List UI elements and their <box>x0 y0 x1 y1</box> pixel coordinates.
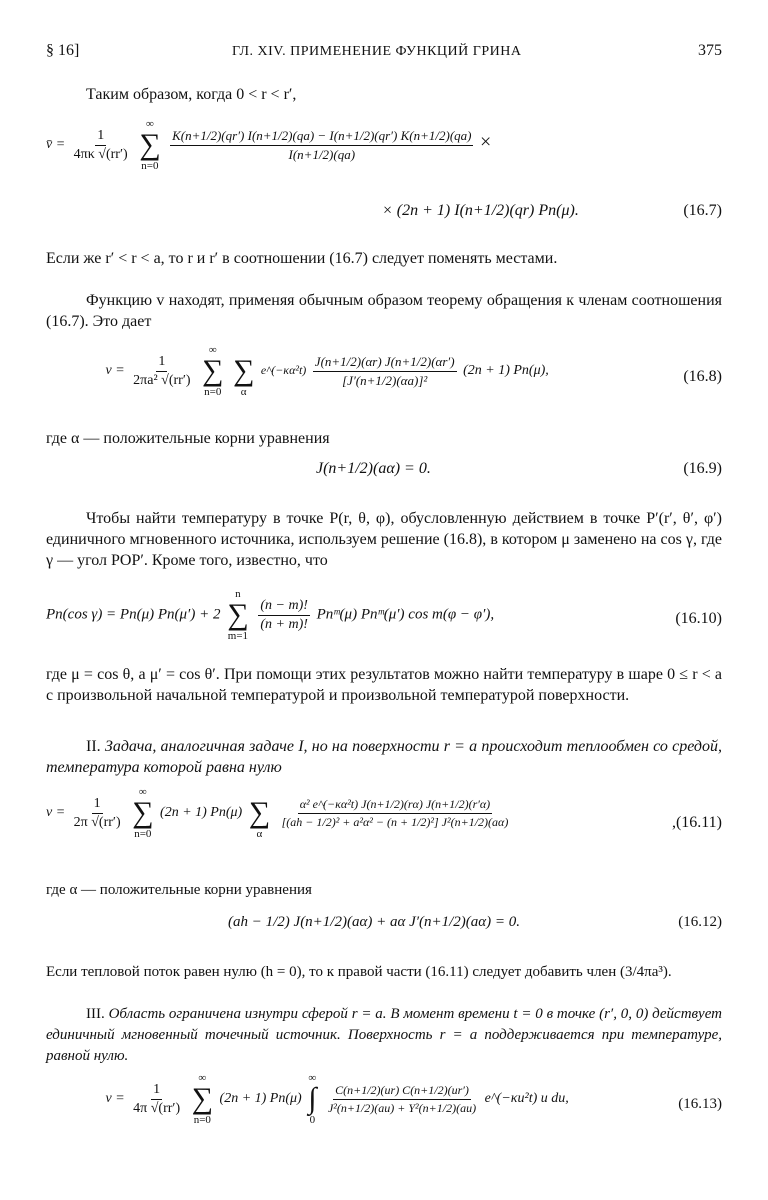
eq-16-11-mid: (2n + 1) Pn(μ) <box>160 805 243 821</box>
paragraph-roots-2: где α — положительные корни уравнения <box>46 882 312 898</box>
equation-16-8 <box>46 344 722 398</box>
eq-16-10-label: (16.10) <box>675 610 722 627</box>
eq-16-11-fraction: $\frac{\text{α² e\textasciicircum{}(−κα²t) J(n+1/2)(rα) J(n+1/2)(r′α)}}{\text{[(ah − 1/2)² + a²α² − (n + 1/2)²] J²(n+1/2)(aα)}}$ <box>281 796 509 829</box>
eq-16-9-expr: J(n+1/2)(aα) = 0. <box>316 460 431 477</box>
eq-16-13-sum: ∞ ∑ n=0 <box>191 1072 214 1126</box>
eq-16-7-lhs: v̄ = <box>46 137 66 153</box>
equation-16-7 <box>46 118 722 172</box>
problem-iii-text: Область ограничена изнутри сферой r = a. В момент времени t = 0 в точке (r′, 0, 0) действует единичный мгновенный точечный источник. Поверхность r = a поддерживается при температуре, равной нулю. <box>46 1006 722 1064</box>
eq-16-13-label: (16.13) <box>678 1096 722 1112</box>
chapter-title: ГЛ. XIV. ПРИМЕНЕНИЕ ФУНКЦИЙ ГРИНА <box>232 44 522 59</box>
equation-16-13 <box>46 1072 722 1126</box>
eq-16-10-lhs: Pn(cos γ) = Pn(μ) Pn(μ′) + 2 <box>46 606 221 623</box>
eq-16-12-expr: (ah − 1/2) J(n+1/2)(aα) + aα J′(n+1/2)(aα) = 0. <box>228 914 521 930</box>
eq-16-8-tail: (2n + 1) Pn(μ), <box>463 363 549 379</box>
eq-16-7-sum: ∞ ∑ n=0 <box>139 118 161 172</box>
paragraph-problem-ii <box>46 736 722 778</box>
eq-16-7-coef: $\frac{1}{4\pi\kappa √(rr')}$ <box>73 127 128 162</box>
eq-16-13-lhs: v = <box>105 1091 125 1107</box>
eq-16-13-coef: $\frac{1}{4\pi √(rr')}$ <box>133 1081 181 1116</box>
eq-16-11-lhs: v = <box>46 805 66 821</box>
eq-16-11-label: ,(16.11) <box>671 814 722 831</box>
eq-16-7-line2-expr: × (2n + 1) I(n+1/2)(qr) Pn(μ). <box>382 202 579 219</box>
eq-16-11-sum-n: ∞ ∑ n=0 <box>132 786 154 840</box>
eq-16-11-sum-alpha: ∑ α <box>248 796 271 840</box>
eq-16-10-sum: n ∑ m=1 <box>227 588 249 642</box>
eq-16-10-tail: Pnᵐ(μ) Pnᵐ(μ′) cos m(φ − φ′), <box>316 606 495 623</box>
eq-16-8-sum-alpha: ∑ α <box>232 354 255 398</box>
eq-16-7-times: × <box>479 131 492 154</box>
eq-16-13-integral: ∞ ∫ 0 <box>308 1072 317 1126</box>
paragraph-roots-1: где α — положительные корни уравнения <box>46 430 330 447</box>
eq-16-11-coef: $\frac{1}{2\pi √(rr')}$ <box>73 795 121 830</box>
eq-16-13-mid: (2n + 1) Pn(μ) <box>219 1091 302 1107</box>
eq-16-9-label: (16.9) <box>683 460 722 477</box>
roman-iii: III. <box>86 1006 105 1022</box>
paragraph-inversion: Функцию v находят, применяя обычным образом теорему обращения к членам соотношения (16.7). Это дает <box>46 292 722 330</box>
paragraph-sphere: где μ = cos θ, а μ′ = cos θ′. При помощи этих результатов можно найти температуру в шаре 0 ≤ r < a с произвольной начальной температурой и произвольной температурой поверхности. <box>46 666 722 704</box>
equation-16-11 <box>46 786 722 840</box>
eq-16-8-lhs: v = <box>105 363 125 379</box>
eq-16-8-fraction: $\frac{J(n+1/2)(\alpha r) J(n+1/2)(\alpha r')}{\text{[J′(n+1/2)(αa)]²}}$ <box>314 353 455 388</box>
paragraph-intro: Таким образом, когда 0 < r < r′, <box>86 86 297 103</box>
roman-ii: II. <box>86 738 101 755</box>
eq-16-8-exp: e^(−κα²t) <box>260 363 307 378</box>
paragraph-zero-flux: Если тепловой поток равен нулю (h = 0), то к правой части (16.11) следует добавить член (3/4πa³). <box>46 964 672 980</box>
eq-16-8-label: (16.8) <box>683 368 722 385</box>
eq-16-10-fraction: $\frac{(n - m)!}{(n + m)!}$ <box>260 597 308 632</box>
eq-16-8-coef: $\frac{1}{\text{2πa² √(rr′)}}$ <box>133 353 191 388</box>
equation-16-10 <box>46 588 722 642</box>
page-number: 375 <box>698 42 722 59</box>
eq-16-12-label: (16.12) <box>678 914 722 930</box>
eq-16-8-sum-n: ∞ ∑ n=0 <box>202 344 224 398</box>
eq-16-7-label: (16.7) <box>683 202 722 219</box>
problem-ii-text: Задача, аналогичная задаче I, но на поверхности r = a происходит теплообмен со средой, температура которой равна нулю <box>46 738 723 776</box>
paragraph-swap: Если же r′ < r < a, то r и r′ в соотношении (16.7) следует поменять местами. <box>46 250 558 267</box>
eq-16-7-fraction: $\frac{K(n+1/2)(qr') I(n+1/2)(qa) - I(n+1/2)(qr') K(n+1/2)(qa)}{I(n+1/2)(qa)}$ <box>172 127 472 162</box>
paragraph-temperature: Чтобы найти температуру в точке P(r, θ, φ), обусловленную действием в точке P′(r′, θ′, φ′) единичного мгновенного источника, используем решение (16.8), в котором μ заменено на cos γ, где γ — угол POP′. Кроме того, известно, что <box>46 510 722 569</box>
eq-16-13-fraction: $\frac{C(n+1/2)(ur) C(n+1/2)(ur')}{\text{J²(n+1/2)(au) + Y²(n+1/2)(au)}}$ <box>327 1082 477 1115</box>
section-number: § 16] <box>46 42 80 59</box>
eq-16-13-tail: e^(−κu²t) u du, <box>484 1091 569 1107</box>
paragraph-problem-iii <box>46 1004 722 1067</box>
